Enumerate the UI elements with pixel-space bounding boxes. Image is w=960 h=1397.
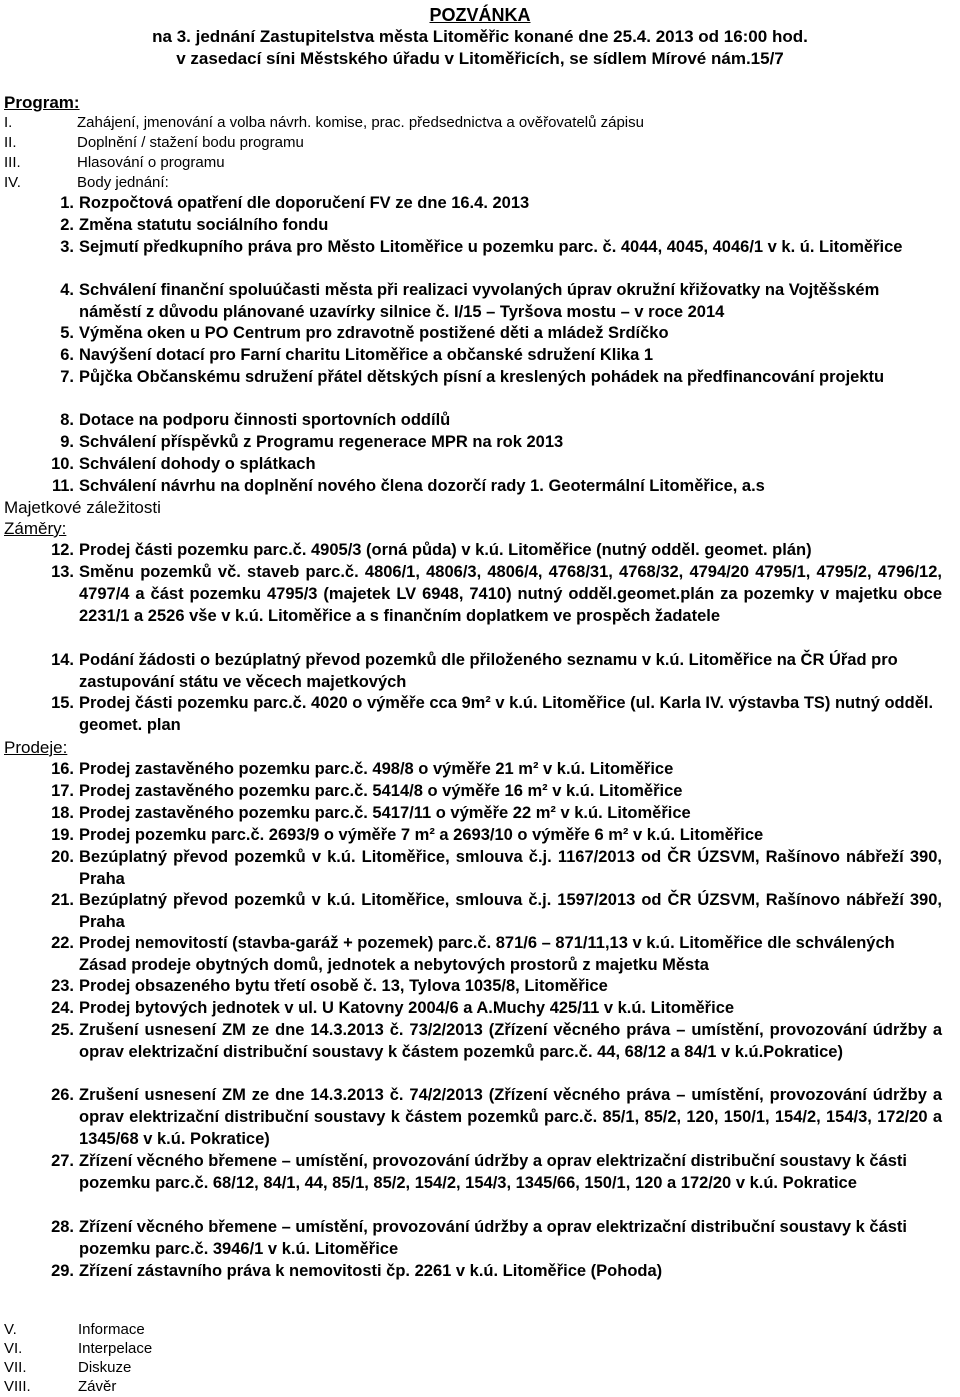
roman-item: II. Doplnění / stažení bodu programu [4, 134, 304, 151]
agenda-item: 22. Prodej nemovitostí (stavba-garáž + pozemek) parc.č. 871/6 – 871/11,13 v k.ú. Litoměřice dle schválených Zásad prodeje obytných domů, jednotek a nebytových prostorů z majetku Města [51, 934, 895, 975]
closing-item: VIII. Závěr [4, 1378, 117, 1395]
agenda-item: 27. Zřízení věcného břemene – umístění, provozování údržby a oprav elektrizační distribuční soustavy k části pozemku parc.č. 68/12, 84/1, 44, 85/1, 85/2, 154/2, 154/3, 1345/66, 150/1, 120 a 172/20 v k.ú. Pokratice [51, 1152, 908, 1193]
document-title: POZVÁNKA [429, 5, 531, 25]
agenda-item: 14. Podání žádosti o bezúplatný převod pozemků dle přiloženého seznamu v k.ú. Litoměřice na ČR Úřad pro zastupování státu ve věcech majetkových [51, 651, 898, 692]
agenda-item: 6. Navýšení dotací pro Farní charitu Litoměřice a občanské sdružení Klika 1 [60, 346, 654, 364]
agenda-item: 12. Prodej části pozemku parc.č. 4905/3 (orná půda) v k.ú. Litoměřice (nutný odděl. geomet. plán) [51, 541, 812, 559]
section-zamery: Záměry: [4, 519, 67, 538]
agenda-item: 25. Zrušení usnesení ZM ze dne 14.3.2013 č. 73/2/2013 (Zřízení věcného práva – umístění, provozování údržby a oprav elektrizační distribuční soustavy k částem pozemků parc.č. 44, 68/12 a 84/1 v k.ú.Pokratice) [51, 1021, 942, 1062]
agenda-item: 4. Schválení finanční spoluúčasti města při realizaci vyvolaných úprav okružní křižovatky na Vojtěšském náměstí z důvodu plánované uzavírky silnice č. I/15 – Tyršova mostu – v roce 2014 [60, 281, 880, 322]
closing-item: VII. Diskuze [4, 1359, 132, 1376]
section-majetkove: Majetkové záležitosti [4, 498, 161, 517]
roman-item: I. Zahájení, jmenování a volba návrh. komise, prac. předsednictva a ověřovatelů zápisu [4, 114, 644, 131]
agenda-item: 15. Prodej části pozemku parc.č. 4020 o výměře cca 9m² v k.ú. Litoměřice (ul. Karla IV. výstavba TS) nutný odděl. geomet. plan [51, 694, 934, 735]
header-line-2: v zasedací síni Městského úřadu v Litoměřicích, se sídlem Mírové nám.15/7 [176, 49, 784, 68]
agenda-item: 28. Zřízení věcného břemene – umístění, provozování údržby a oprav elektrizační distribuční soustavy k části pozemku parc.č. 3946/1 v k.ú. Litoměřice [51, 1218, 908, 1259]
agenda-item: 21. Bezúplatný převod pozemků v k.ú. Litoměřice, smlouva č.j. 1597/2013 od ČR ÚZSVM, Rašínovo nábřeží 390, Praha [51, 891, 942, 932]
agenda-item: 8. Dotace na podporu činnosti sportovních oddílů [60, 411, 451, 429]
section-prodeje: Prodeje: [4, 738, 68, 757]
agenda-item: 11. Schválení návrhu na doplnění nového člena dozorčí rady 1. Geotermální Litoměřice, a.s [51, 477, 765, 495]
agenda-item: 16. Prodej zastavěného pozemku parc.č. 498/8 o výměře 21 m² v k.ú. Litoměřice [51, 760, 674, 778]
agenda-item: 24. Prodej bytových jednotek v ul. U Katovny 2004/6 a A.Muchy 425/11 v k.ú. Litoměřice [51, 999, 735, 1017]
header-line-1: na 3. jednání Zastupitelstva města Litoměřic konané dne 25.4. 2013 od 16:00 hod. [152, 27, 808, 46]
agenda-item: 3. Sejmutí předkupního práva pro Město Litoměřice u pozemku parc. č. 4044, 4045, 4046/1 v k. ú. Litoměřice [60, 238, 903, 256]
roman-item: IV. Body jednání: [4, 174, 169, 191]
agenda-item: 20. Bezúplatný převod pozemků v k.ú. Litoměřice, smlouva č.j. 1167/2013 od ČR ÚZSVM, Rašínovo nábřeží 390, Praha [51, 848, 942, 889]
program-label: Program: [4, 93, 80, 112]
agenda-item: 7. Půjčka Občanskému sdružení přátel dětských písní a kreslených pohádek na předfinancování projektu [60, 368, 885, 386]
agenda-item: 23. Prodej obsazeného bytu třetí osobě č. 13, Tylova 1035/8, Litoměřice [51, 977, 608, 995]
closing-item: V. Informace [4, 1321, 145, 1338]
agenda-item: 29. Zřízení zástavního práva k nemovitosti čp. 2261 v k.ú. Litoměřice (Pohoda) [51, 1262, 663, 1280]
closing-item: VI. Interpelace [4, 1340, 153, 1357]
agenda-item: 2. Změna statutu sociálního fondu [60, 216, 329, 234]
agenda-item: 26. Zrušení usnesení ZM ze dne 14.3.2013 č. 74/2/2013 (Zřízení věcného práva – umístění, provozování údržby a oprav elektrizační distribuční soustavy k částem pozemků parc.č. 85/1, 85/2, 120, 150/1, 154/2, 154/3, 172/20 a 1345/68 v k.ú. Pokratice) [51, 1086, 942, 1149]
agenda-item: 10. Schválení dohody o splátkach [51, 455, 316, 473]
invitation-header [0, 4, 960, 70]
roman-item: III. Hlasování o programu [4, 154, 225, 171]
agenda-item: 13. Směnu pozemků vč. staveb parc.č. 4806/1, 4806/3, 4806/4, 4768/31, 4768/32, 4794/20 4795/1, 4795/2, 4796/12, 4797/4 a část pozemku 4795/3 (majetek LV 6948, 7410) nutný odděl.geomet.plán za pozemky v majetku obce 2231/1 a 2526 vše v k.ú. Litoměřice a s finančním doplatkem ve prospěch žadatele [51, 563, 942, 626]
agenda-item: 17. Prodej zastavěného pozemku parc.č. 5414/8 o výměře 16 m² v k.ú. Litoměřice [51, 782, 683, 800]
agenda-item: 1. Rozpočtová opatření dle doporučení FV ze dne 16.4. 2013 [60, 194, 530, 212]
agenda-item: 18. Prodej zastavěného pozemku parc.č. 5417/11 o výměře 22 m² v k.ú. Litoměřice [51, 804, 691, 822]
agenda-item: 19. Prodej pozemku parc.č. 2693/9 o výměře 7 m² a 2693/10 o výměře 6 m² v k.ú. Litoměřice [51, 826, 764, 844]
agenda-item: 9. Schválení příspěvků z Programu regenerace MPR na rok 2013 [60, 433, 564, 451]
agenda-item: 5. Výměna oken u PO Centrum pro zdravotně postižené děti a mládež Srdíčko [60, 324, 669, 342]
